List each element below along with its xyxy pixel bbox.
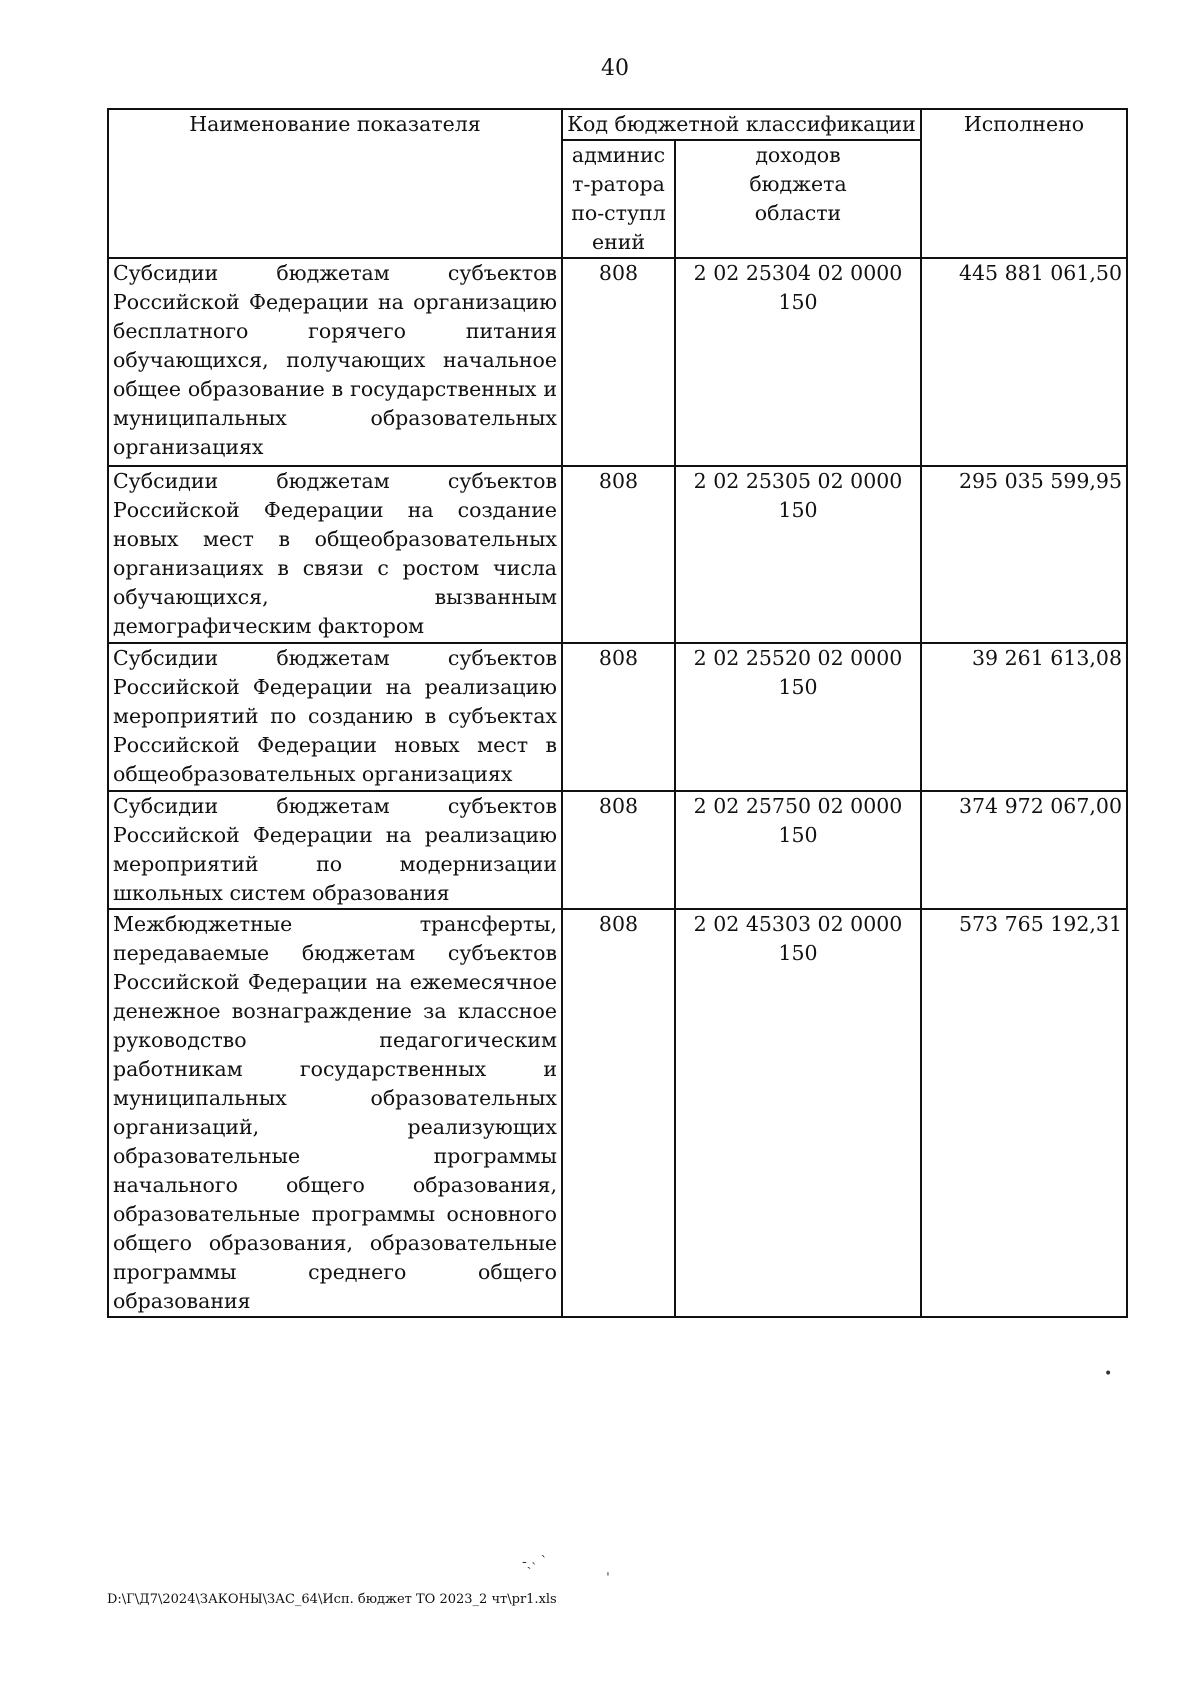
header-income-code-text: доходов бюджета области [749, 143, 847, 225]
row-income-code: 2 02 25304 02 0000 150 [675, 258, 921, 466]
row-income-code: 2 02 25305 02 0000 150 [675, 466, 921, 643]
page-number: 40 [601, 56, 629, 81]
row-executed-sum: 374 972 067,00 [921, 791, 1127, 909]
row-income-code: 2 02 25520 02 0000 150 [675, 643, 921, 791]
row-executed-sum: 295 035 599,95 [921, 466, 1127, 643]
header-executed: Исполнено [921, 109, 1127, 258]
table-row [108, 909, 1127, 1317]
header-admin [562, 140, 675, 258]
row-name: Межбюджетные трансферты, передаваемые бюджетам субъектов Российской Федерации на ежемесячное денежное вознаграждение за классное руководство педагогическим работникам государственных и муниципальных образовательных организаций, реализующих образовательные программы начального общего образования, образовательные программы основного общего образования, образовательные программы среднего общего образования [108, 909, 562, 1317]
table-row [108, 791, 1127, 909]
row-executed-sum: 573 765 192,31 [921, 909, 1127, 1317]
scan-speck: ˌ [606, 1562, 610, 1578]
row-admin-code: 808 [562, 791, 675, 909]
row-executed-sum: 445 881 061,50 [921, 258, 1127, 466]
table-row [108, 258, 1127, 466]
row-admin-code: 808 [562, 258, 675, 466]
row-name: Субсидии бюджетам субъектов Российской Федерации на создание новых мест в общеобразовательных организациях в связи с ростом числа обучающихся, вызванным демографическим фактором [108, 466, 562, 643]
table-row [108, 466, 1127, 643]
row-admin-code: 808 [562, 643, 675, 791]
budget-table [107, 108, 1128, 1318]
row-admin-code: 808 [562, 466, 675, 643]
footer-file-path: D:\Г\Д7\2024\ЗАКОНЫ\ЗАС_64\Исп. бюджет ТО 2023_2 чт\pr1.xls [107, 1592, 557, 1607]
header-name: Наименование показателя [108, 109, 562, 258]
row-admin-code: 808 [562, 909, 675, 1317]
table-row [108, 643, 1127, 791]
row-name: Субсидии бюджетам субъектов Российской Федерации на реализацию мероприятий по модернизации школьных систем образования [108, 791, 562, 909]
row-executed-sum: 39 261 613,08 [921, 643, 1127, 791]
row-name: Субсидии бюджетам субъектов Российской Федерации на организацию бесплатного горячего питания обучающихся, получающих начальное общее образование в государственных и муниципальных образовательных организациях [108, 258, 562, 466]
scan-speck: -ˎ˴ ˋ [522, 1554, 548, 1570]
row-name: Субсидии бюджетам субъектов Российской Федерации на реализацию мероприятий по созданию в субъектах Российской Федерации новых мест в общеобразовательных организациях [108, 643, 562, 791]
scan-speck: • [1104, 1366, 1113, 1382]
row-income-code: 2 02 25750 02 0000 150 [675, 791, 921, 909]
row-income-code: 2 02 45303 02 0000 150 [675, 909, 921, 1317]
header-admin-text: админист-ратора по-ступлений [571, 143, 666, 254]
header-income-code [675, 140, 921, 258]
header-code-group: Код бюджетной классификации [562, 109, 921, 140]
